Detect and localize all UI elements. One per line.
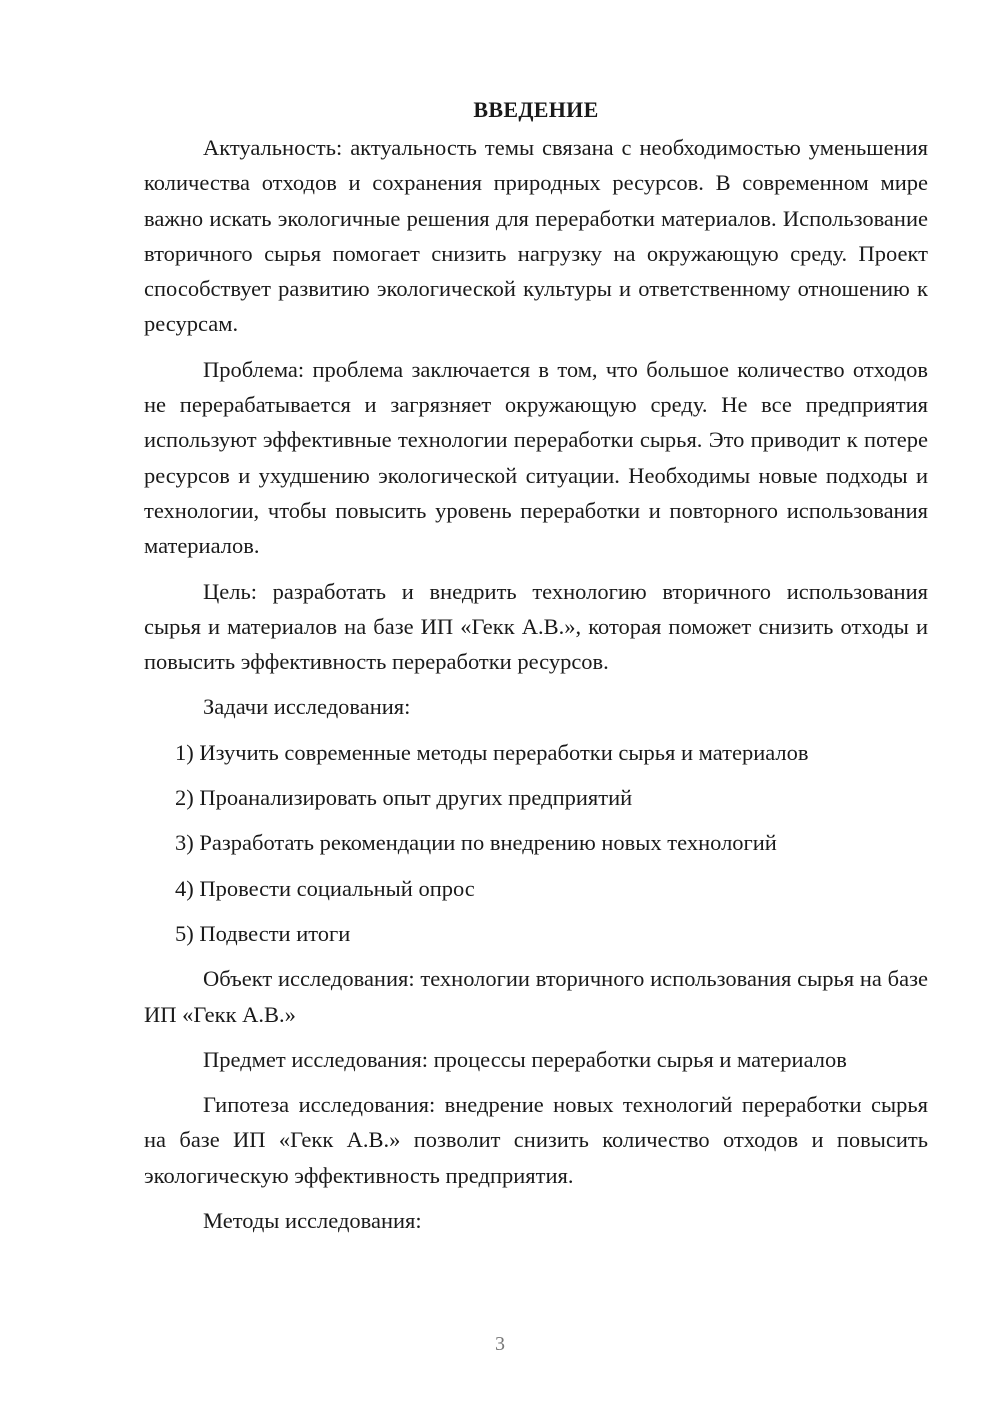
subject-paragraph: Предмет исследования: процессы переработки сырья и материалов xyxy=(203,1046,847,1072)
tasks-label: Задачи исследования: xyxy=(203,694,411,720)
problem-paragraph: Проблема: проблема заключается в том, что большое количество отходов не перерабатывается и загрязняет окружающую среду. Не все предприятия используют эффективные технологии переработки сырья. Это приводит к потере ресурсов и ухудшению экологической ситуации. Необходимы новые подходы и технологии, чтобы повысить уровень переработки и повторного использования материалов. xyxy=(144,356,928,559)
page-title: ВВЕДЕНИЕ xyxy=(473,97,599,122)
hypothesis-paragraph: Гипотеза исследования: внедрение новых технологий переработки сырья на базе ИП «Гекк А.В.» позволит снизить количество отходов и повысить экологическую эффективность предприятия. xyxy=(144,1092,928,1188)
list-item: 4) Провести социальный опрос xyxy=(175,875,475,901)
goal-paragraph: Цель: разработать и внедрить технологию вторичного использования сырья и материалов на базе ИП «Гекк А.В.», которая поможет снизить отходы и повысить эффективность переработки ресурсов. xyxy=(144,578,928,675)
methods-label: Методы исследования: xyxy=(203,1208,422,1234)
list-item: 1) Изучить современные методы переработки сырья и материалов xyxy=(175,739,809,765)
relevance-paragraph: Актуальность: актуальность темы связана с необходимостью уменьшения количества отходов и сохранения природных ресурсов. В современном мире важно искать экологичные решения для переработки материалов. Использование вторичного сырья помогает снизить нагрузку на окружающую среду. Проект способствует развитию экологической культуры и ответственному отношению к ресурсам. xyxy=(144,135,928,337)
list-item: 5) Подвести итоги xyxy=(175,920,351,946)
document-page xyxy=(144,92,928,1238)
page-number: 3 xyxy=(495,1333,505,1355)
object-paragraph: Объект исследования: технологии вторичного использования сырья на базе ИП «Гекк А.В.» xyxy=(144,966,928,1027)
list-item: 3) Разработать рекомендации по внедрению новых технологий xyxy=(175,830,777,856)
tasks-list xyxy=(144,735,928,951)
list-item: 2) Проанализировать опыт других предприятий xyxy=(175,785,633,811)
